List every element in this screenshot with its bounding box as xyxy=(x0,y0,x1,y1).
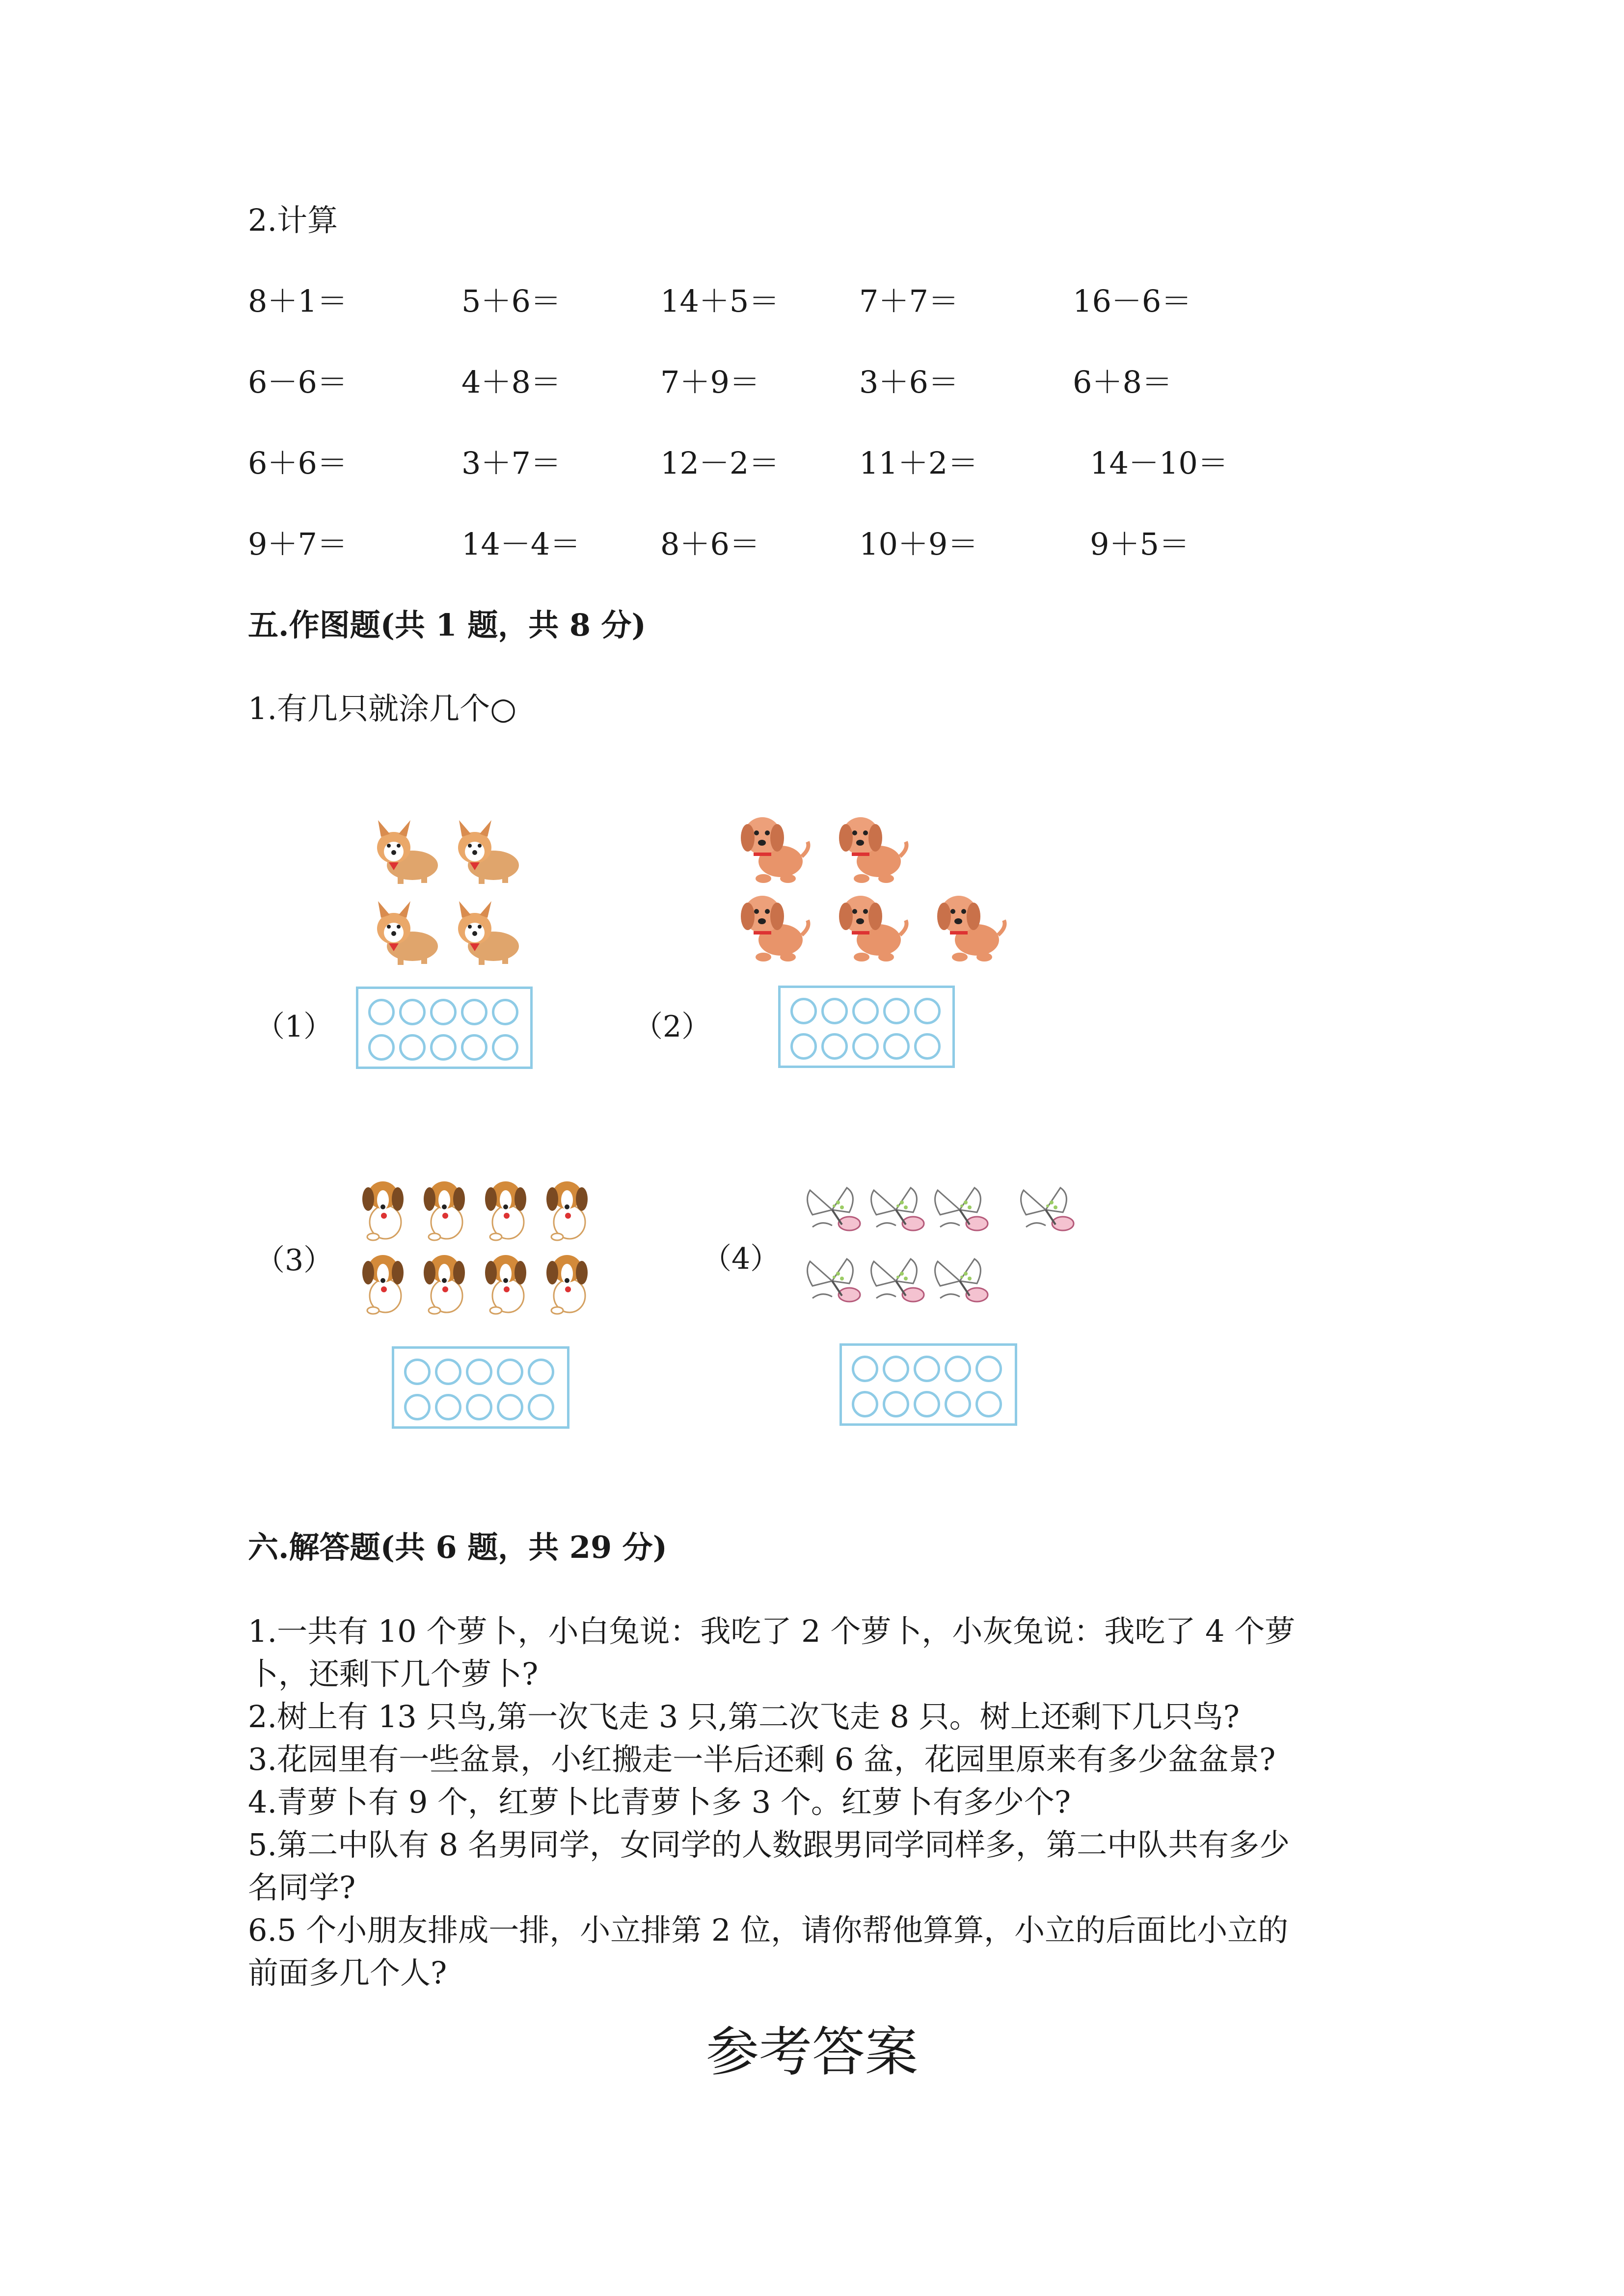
group-3-circle-box xyxy=(392,1346,569,1429)
circle[interactable] xyxy=(404,1359,431,1385)
corgi-icon xyxy=(444,817,523,886)
circle[interactable] xyxy=(430,999,457,1025)
calc-item: 12－2＝ xyxy=(660,445,780,481)
beagle-icon xyxy=(358,1249,412,1315)
butterfly-icon xyxy=(803,1180,864,1237)
circle[interactable] xyxy=(430,1034,457,1061)
group-2-circle-box xyxy=(778,986,955,1068)
question-line: 3.花园里有一些盆景，小红搬走一半后还剩 6 盆，花园里原来有多少盆盆景? xyxy=(248,1741,1276,1777)
circle[interactable] xyxy=(883,1391,909,1417)
circle[interactable] xyxy=(528,1394,554,1420)
group-4-circle-box xyxy=(839,1343,1017,1426)
question-line: 6.5 个小朋友排成一排，小立排第 2 位，请你帮他算算，小立的后面比小立的 xyxy=(248,1912,1289,1948)
question-line: 前面多几个人? xyxy=(248,1955,447,1991)
circle[interactable] xyxy=(883,1033,910,1060)
calc-item: 10＋9＝ xyxy=(859,526,978,562)
corgi-icon xyxy=(363,898,442,967)
answers-title: 参考答案 xyxy=(705,2022,918,2083)
circle[interactable] xyxy=(852,1356,878,1382)
beagle-icon xyxy=(420,1175,474,1242)
section5-question: 1.有几只就涂几个○ xyxy=(248,691,517,726)
circle[interactable] xyxy=(466,1394,492,1420)
butterfly-icon xyxy=(866,1252,928,1308)
question-line: 名同学? xyxy=(248,1869,356,1905)
circle[interactable] xyxy=(914,1391,940,1417)
calc-item: 11＋2＝ xyxy=(859,445,978,481)
circle[interactable] xyxy=(368,999,395,1025)
calc-item: 6＋6＝ xyxy=(248,445,348,481)
puppy-icon xyxy=(832,886,911,964)
circle[interactable] xyxy=(404,1394,431,1420)
section6-heading: 六.解答题(共 6 题，共 29 分) xyxy=(248,1529,668,1565)
beagle-icon xyxy=(420,1249,474,1315)
group-1-circle-box xyxy=(356,987,533,1069)
circle[interactable] xyxy=(852,998,879,1024)
circle[interactable] xyxy=(821,998,848,1024)
butterfly-icon xyxy=(866,1180,928,1237)
butterfly-icon xyxy=(930,1252,992,1308)
circle[interactable] xyxy=(435,1394,461,1420)
beagle-icon xyxy=(481,1249,535,1315)
butterfly-icon xyxy=(1016,1180,1078,1237)
calc-item: 14－4＝ xyxy=(461,526,581,562)
circle[interactable] xyxy=(466,1359,492,1385)
circle[interactable] xyxy=(368,1034,395,1061)
group-1-label: （1） xyxy=(255,1010,333,1044)
circle[interactable] xyxy=(790,1033,817,1060)
circle[interactable] xyxy=(435,1359,461,1385)
puppy-icon xyxy=(734,807,812,886)
circle[interactable] xyxy=(821,1033,848,1060)
circle[interactable] xyxy=(461,999,487,1025)
circle[interactable] xyxy=(852,1391,878,1417)
circle[interactable] xyxy=(945,1356,971,1382)
question-line: 2.树上有 13 只鸟,第一次飞走 3 只,第二次飞走 8 只。树上还剩下几只鸟? xyxy=(248,1699,1240,1735)
circle[interactable] xyxy=(883,1356,909,1382)
corgi-icon xyxy=(444,898,523,967)
calc-item: 14－10＝ xyxy=(1090,445,1228,481)
circle[interactable] xyxy=(492,999,518,1025)
calc-item: 16－6＝ xyxy=(1073,283,1192,319)
calc-item: 3＋7＝ xyxy=(461,445,561,481)
circle[interactable] xyxy=(975,1356,1002,1382)
puppy-icon xyxy=(930,886,1009,964)
group-2-label: （2） xyxy=(633,1010,711,1044)
calc-title: 2.计算 xyxy=(248,202,338,238)
circle[interactable] xyxy=(492,1034,518,1061)
circle[interactable] xyxy=(975,1391,1002,1417)
group-4-label: （4） xyxy=(702,1242,780,1276)
beagle-icon xyxy=(542,1249,596,1315)
beagle-icon xyxy=(542,1175,596,1242)
circle[interactable] xyxy=(528,1359,554,1385)
section5-heading: 五.作图题(共 1 题，共 8 分) xyxy=(248,607,646,643)
calc-item: 9＋7＝ xyxy=(248,526,348,562)
calc-item: 7＋7＝ xyxy=(859,283,959,319)
calc-item: 6＋8＝ xyxy=(1073,364,1172,400)
puppy-icon xyxy=(832,807,911,886)
circle[interactable] xyxy=(399,999,426,1025)
group-3-label: （3） xyxy=(255,1243,333,1278)
calc-item: 8＋6＝ xyxy=(660,526,760,562)
beagle-icon xyxy=(481,1175,535,1242)
calc-item: 6－6＝ xyxy=(248,364,348,400)
circle[interactable] xyxy=(852,1033,879,1060)
question-line: 卜，还剩下几个萝卜? xyxy=(248,1656,539,1692)
calc-item: 5＋6＝ xyxy=(461,283,561,319)
puppy-icon xyxy=(734,886,812,964)
corgi-icon xyxy=(363,817,442,886)
beagle-icon xyxy=(358,1175,412,1242)
question-line: 1.一共有 10 个萝卜，小白兔说：我吃了 2 个萝卜，小灰兔说：我吃了 4 个萝 xyxy=(248,1613,1296,1649)
calc-item: 9＋5＝ xyxy=(1090,526,1190,562)
circle[interactable] xyxy=(497,1359,523,1385)
calc-item: 3＋6＝ xyxy=(859,364,959,400)
question-line: 4.青萝卜有 9 个，红萝卜比青萝卜多 3 个。红萝卜有多少个? xyxy=(248,1784,1071,1820)
circle[interactable] xyxy=(883,998,910,1024)
circle[interactable] xyxy=(914,998,941,1024)
circle[interactable] xyxy=(497,1394,523,1420)
circle[interactable] xyxy=(914,1033,941,1060)
circle[interactable] xyxy=(790,998,817,1024)
circle[interactable] xyxy=(945,1391,971,1417)
calc-item: 8＋1＝ xyxy=(248,283,348,319)
question-line: 5.第二中队有 8 名男同学，女同学的人数跟男同学同样多，第二中队共有多少 xyxy=(248,1827,1290,1863)
calc-item: 7＋9＝ xyxy=(660,364,760,400)
circle[interactable] xyxy=(461,1034,487,1061)
circle[interactable] xyxy=(914,1356,940,1382)
calc-item: 14＋5＝ xyxy=(660,283,780,319)
butterfly-icon xyxy=(803,1252,864,1308)
calc-item: 4＋8＝ xyxy=(461,364,561,400)
butterfly-icon xyxy=(930,1180,992,1237)
circle[interactable] xyxy=(399,1034,426,1061)
